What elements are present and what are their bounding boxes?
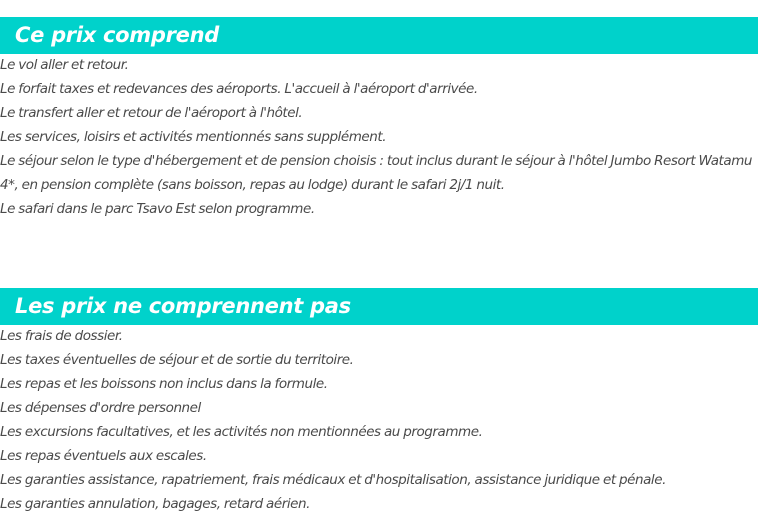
section-title-included: Ce prix comprend <box>0 17 758 54</box>
list-item: Les repas et les boissons non inclus dans la formule. <box>0 376 328 392</box>
list-item: Les garanties annulation, bagages, retard aérien. <box>0 496 310 512</box>
list-item: Les excursions facultatives, et les activités non mentionnées au programme. <box>0 424 483 440</box>
list-item: Les dépenses d'ordre personnel <box>0 400 201 416</box>
list-item: Les repas éventuels aux escales. <box>0 448 207 464</box>
list-item: Les garanties assistance, rapatriement, frais médicaux et d'hospitalisation, assistance juridique et pénale. <box>0 472 666 488</box>
section-title-not-included: Les prix ne comprennent pas <box>0 288 758 325</box>
list-item: Le transfert aller et retour de l'aéroport à l'hôtel. <box>0 105 303 121</box>
list-item: Le séjour selon le type d'hébergement et de pension choisis : tout inclus durant le séjour à l'hôtel Jumbo Resort Watamu 4*, en pension complète (sans boisson, repas au lodge) durant le safari 2j/1 nuit. <box>0 153 753 193</box>
not-included-list <box>0 324 758 516</box>
list-item: Le forfait taxes et redevances des aéroports. L'accueil à l'aéroport d'arrivée. <box>0 81 478 97</box>
list-item: Les taxes éventuelles de séjour et de sortie du territoire. <box>0 352 354 368</box>
list-item: Le safari dans le parc Tsavo Est selon programme. <box>0 201 315 217</box>
included-list <box>0 53 758 221</box>
list-item: Les services, loisirs et activités mentionnés sans supplément. <box>0 129 387 145</box>
list-item: Les frais de dossier. <box>0 328 123 344</box>
list-item: Le vol aller et retour. <box>0 57 129 73</box>
